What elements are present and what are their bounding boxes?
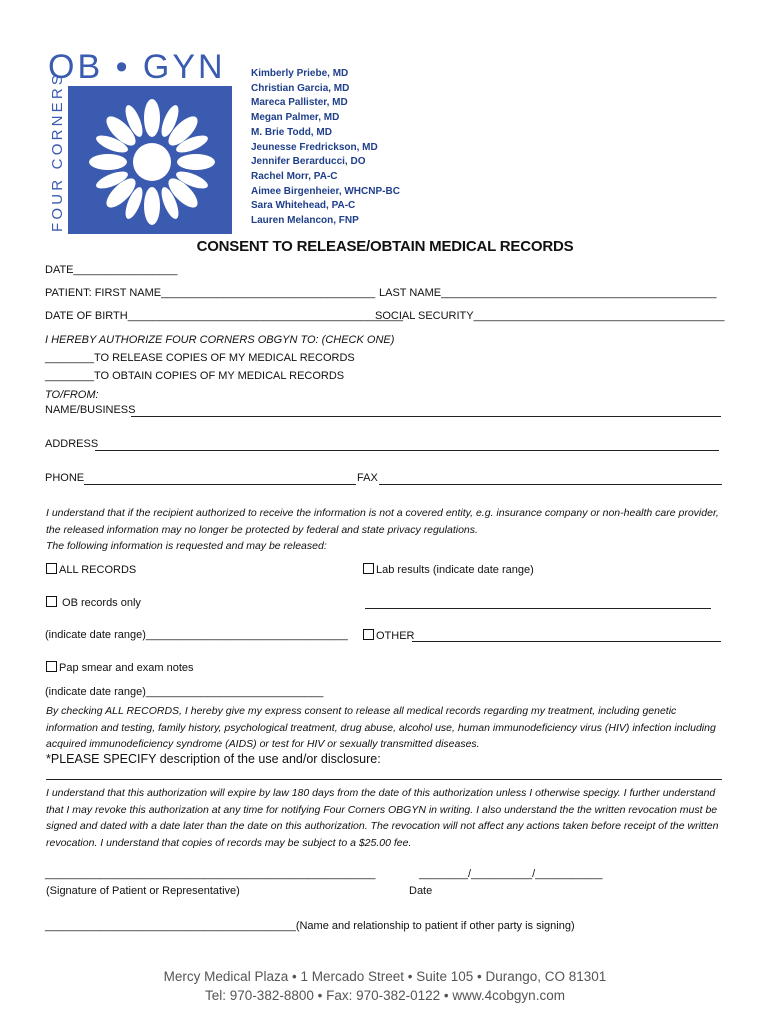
fax-field[interactable] [379,484,722,485]
ob-records-option[interactable] [46,596,141,609]
checkbox-icon[interactable] [363,629,374,640]
staff-name: M. Brie Todd, MD [251,126,332,138]
staff-name: Christian Garcia, MD [251,82,350,94]
first-name-field[interactable]: PATIENT: FIRST NAME___________________________________ [45,287,376,299]
dob-field[interactable]: DATE OF BIRTH_____________________________________________ [45,310,404,322]
release-option[interactable]: ________TO RELEASE COPIES OF MY MEDICAL RECORDS [45,352,355,364]
staff-list [251,67,400,229]
form-title: CONSENT TO RELEASE/OBTAIN MEDICAL RECORDS [196,238,574,255]
signature-field[interactable]: ______________________________________________________ [45,868,376,880]
lab-results-label: Lab results (indicate date range) [376,564,534,576]
last-name-field[interactable]: LAST NAME_____________________________________________ [379,287,717,299]
date-field[interactable]: DATE_________________ [45,264,178,276]
staff-name: Megan Palmer, MD [251,112,340,124]
phone-field[interactable] [84,484,356,485]
consent-text: By checking ALL RECORDS, I hereby give my express consent to release all medical records regarding my treatment, including genetic information and testing, family history, psychological treatment, drug abuse, alcohol use, human immunodeficiency virus (HIV) infection including acquired immunodeficiency syndrome (AIDS) or test for HIV or sexually transmitted diseases. [46,705,716,750]
date-range-field-1[interactable]: (indicate date range)_________________________________ [45,629,348,641]
staff-name: Mareca Pallister, MD [251,97,348,109]
address-field[interactable] [95,450,719,451]
authorize-text: I HEREBY AUTHORIZE FOUR CORNERS OBGYN TO: (CHECK ONE) [45,334,395,346]
pap-option[interactable] [46,661,194,674]
staff-name: Jeunesse Fredrickson, MD [251,141,378,153]
ssn-field[interactable]: SOCIAL SECURITY_________________________________________ [375,310,725,322]
signature-date-field[interactable]: ________/__________/___________ [419,868,603,880]
phone-label: PHONE [45,472,85,484]
staff-name: Kimberly Priebe, MD [251,68,349,79]
checkbox-icon[interactable] [46,661,57,672]
all-records-option[interactable] [46,563,136,576]
specify-label: *PLEASE SPECIFY description of the use and/or disclosure: [46,752,381,766]
staff-name: Aimee Birgenheier, WHCNP-BC [251,185,400,197]
staff-name: Sara Whitehead, PA-C [251,200,356,212]
date-range-field-2[interactable]: (indicate date range)_____________________________ [45,686,324,698]
practice-logo [44,46,236,238]
address-label: ADDRESS [45,438,99,450]
lab-date-range-field[interactable] [365,608,711,609]
obtain-option[interactable]: ________TO OBTAIN COPIES OF MY MEDICAL RECORDS [45,370,345,382]
request-notice: The following information is requested and may be released: [46,540,327,552]
expiration-text: I understand that this authorization will expire by law 180 days from the date of this authorization unless I otherwise specigy. I further understand that I may revoke this authorization at any time for notifying Four Corners OBGYN in writing. I also understand the the written revocation must be signed and dated with a date later than the date on this authorization. The revocation will not affect any actions taken before receipt of the written revocation. I understand that copies of records may be subject to a $25.00 fee. [46,787,719,849]
name-business-label: NAME/BUSINESS [45,404,136,416]
name-business-field[interactable] [131,416,721,417]
to-from-label: TO/FROM: [45,389,99,401]
privacy-notice: I understand that if the recipient authorized to receive the information is not a covered entity, e.g. insurance company or non-health care provider, the released information may no longer be protected by federal and state privacy regulations. [46,507,719,536]
ob-records-label: OB records only [59,597,141,609]
other-option[interactable] [363,629,415,642]
checkbox-icon[interactable] [363,563,374,574]
other-field[interactable] [412,641,721,642]
footer-address: Mercy Medical Plaza • 1 Mercado Street • Suite 105 • Durango, CO 81301 [163,969,607,984]
date-label: Date [409,885,433,897]
staff-name: Lauren Melancon, FNP [251,215,359,227]
flower-icon [89,99,215,225]
specify-field[interactable] [46,779,722,780]
all-records-label: ALL RECORDS [59,564,137,576]
staff-name: Jennifer Berarducci, DO [251,156,366,168]
footer-contact: Tel: 970-382-8800 • Fax: 970-382-0122 • www.4cobgyn.com [205,988,565,1003]
lab-results-option[interactable] [363,563,534,576]
logo-top-text: OB • GYN [48,48,226,86]
checkbox-icon[interactable] [46,563,57,574]
relationship-field[interactable]: _________________________________________(Name and relationship to patient if other party is signing) [45,920,575,932]
pap-label: Pap smear and exam notes [59,662,194,674]
fax-label: FAX [357,472,378,484]
staff-name: Rachel Morr, PA-C [251,170,338,182]
checkbox-icon[interactable] [46,596,57,607]
signature-label: (Signature of Patient or Representative) [46,885,240,897]
other-label: OTHER [376,630,415,642]
logo-side-text: FOUR CORNERS [49,71,66,232]
